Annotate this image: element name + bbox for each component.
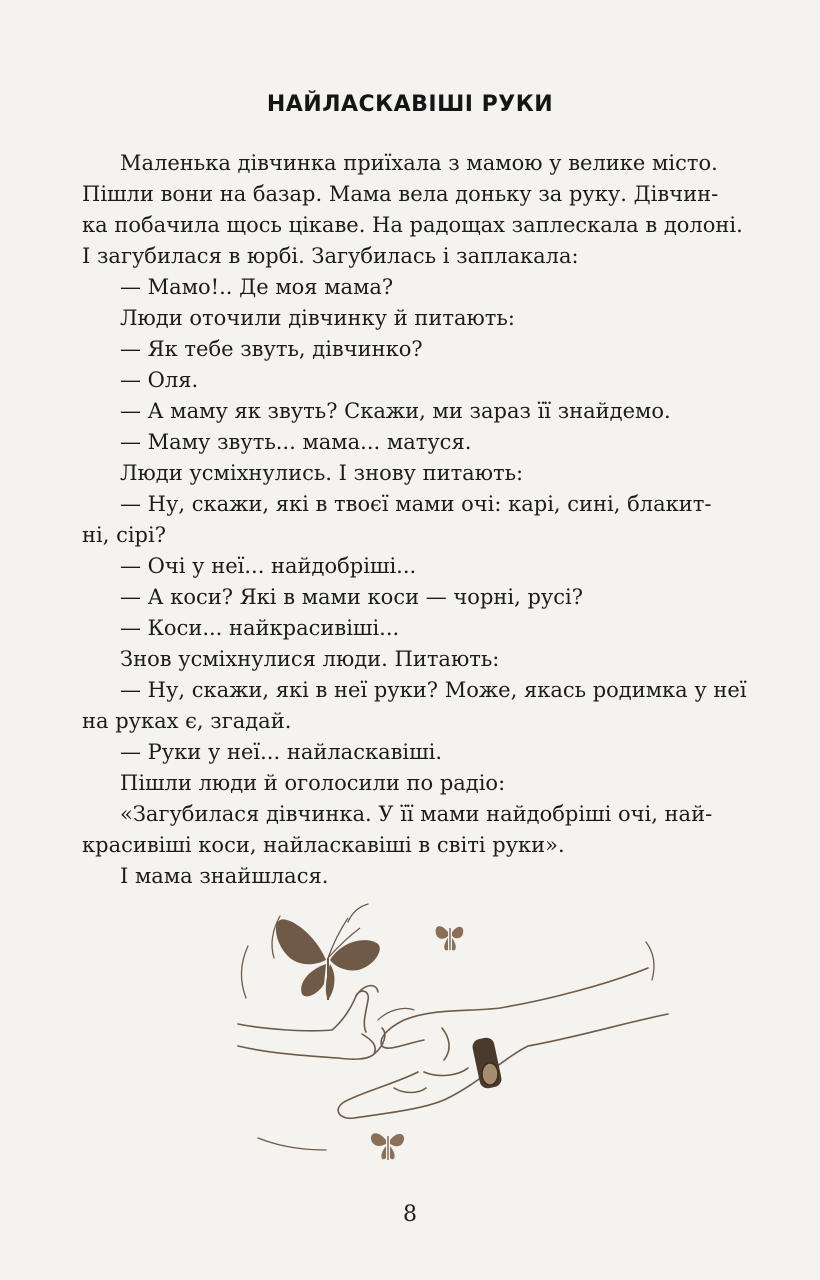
text-line: — А маму як звуть? Скажи, ми зараз її знайдемо. xyxy=(120,399,671,423)
text-line: Маленька дівчинка приїхала з мамою у велике місто. xyxy=(120,151,718,175)
text-line: — Мамо!.. Де моя мама? xyxy=(120,275,394,299)
text-line: І мама знайшлася. xyxy=(120,864,329,888)
text-line: — Очі у неї... найдобріші... xyxy=(120,554,417,578)
small-butterfly xyxy=(371,1133,404,1160)
text-line: — Ну, скажи, які в неї руки? Може, якась родимка у неї xyxy=(120,678,747,702)
text-line: Пішли вони на базар. Мама вела доньку за руку. Дівчин- xyxy=(82,182,719,206)
hands-butterflies-illustration xyxy=(228,888,678,1168)
child-hand xyxy=(238,986,385,1060)
text-line: «Загубилася дівчинка. У її мами найдобріші очі, най- xyxy=(120,802,713,826)
small-butterfly xyxy=(436,926,464,950)
text-line: — А коси? Які в мами коси — чорні, русі? xyxy=(120,585,583,609)
text-line: Люди усміхнулись. І знову питають: xyxy=(120,461,524,485)
text-line: І загубилася в юрбі. Загубилась і заплакала: xyxy=(82,244,579,268)
text-line: на руках є, згадай. xyxy=(82,709,292,733)
page-title: НАЙЛАСКАВІШІ РУКИ xyxy=(266,92,554,117)
text-line: ні, сірі? xyxy=(82,523,166,547)
text-line: Люди оточили дівчинку й питають: xyxy=(120,306,515,330)
text-line: — Маму звуть... мама... матуся. xyxy=(120,430,472,454)
page-number: 8 xyxy=(403,1202,417,1227)
text-line: — Ну, скажи, які в твоєї мами очі: карі, сині, блакит- xyxy=(120,492,712,516)
text-line: Знов усміхнулися люди. Питають: xyxy=(120,647,500,671)
text-line: Пішли люди й оголосили по радіо: xyxy=(120,771,506,795)
story-text xyxy=(82,148,794,892)
text-line: ка побачила щось цікаве. На радощах заплескала в долоні. xyxy=(82,213,743,237)
text-line: — Як тебе звуть, дівчинко? xyxy=(120,337,423,361)
text-line: красивіші коси, найласкавіші в світі руки». xyxy=(82,833,565,857)
text-line: — Оля. xyxy=(120,368,199,392)
mother-hand xyxy=(338,968,668,1118)
text-line: — Руки у неї... найласкавіші. xyxy=(120,740,443,764)
text-line: — Коси... найкрасивіші... xyxy=(120,616,400,640)
